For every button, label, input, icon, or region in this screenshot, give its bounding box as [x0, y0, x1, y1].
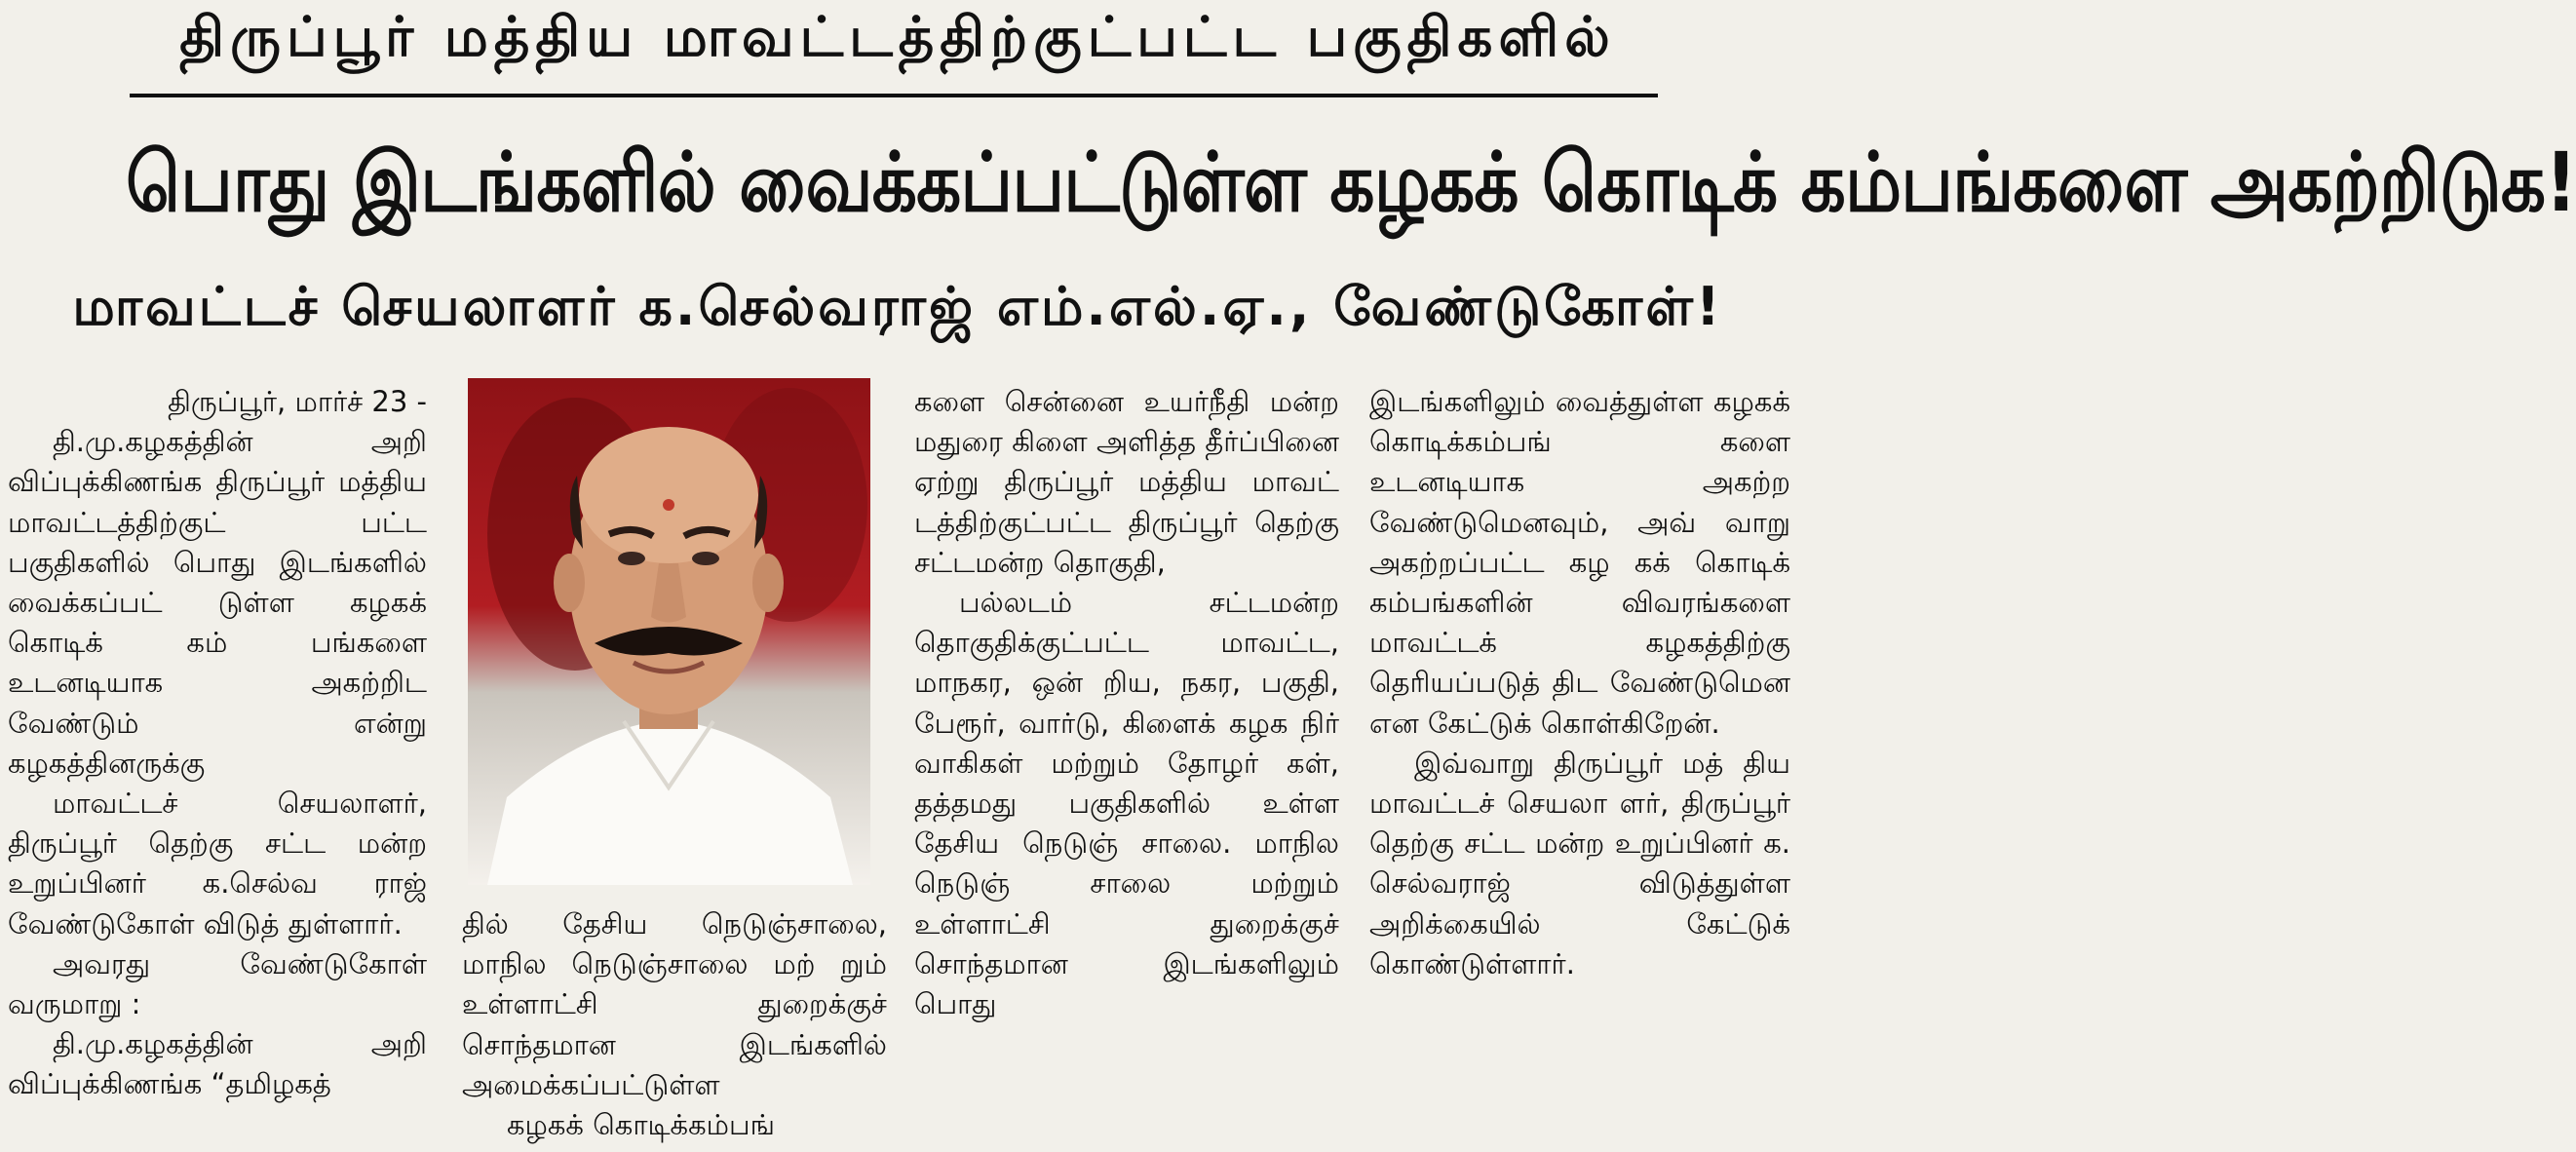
paragraph: பல்லடம் சட்டமன்ற தொகுதிக்குட்பட்ட மாவட்ட, மாநகர, ஒன் றிய, நகர, பகுதி, பேரூர், வார்டு, கிளைக் கழக நிர் வாகிகள் மற்றும் தோழர் கள், தத்தமது பகுதிகளில் உள்ள தேசிய நெடுஞ் சாலை. மாநில நெடுஞ் சாலை மற்றும் உள்ளாட்சி துறைக்குச் சொந்தமான இடங்களிலும் பொது: [914, 586, 1339, 1021]
article-column-1: [8, 382, 427, 1152]
article-column-3: [914, 382, 1339, 1152]
main-headline: பொது இடங்களில் வைக்கப்பட்டுள்ள கழகக் கொடிக் கம்பங்களை அகற்றிடுக!: [125, 134, 2576, 230]
paragraph: கழகக் கொடிக்கம்பங்: [507, 1108, 775, 1142]
article-column-2: [462, 904, 887, 1152]
dateline: திருப்பூர், மார்ச் 23 -: [168, 385, 427, 418]
paragraph: இவ்வாறு திருப்பூர் மத் திய மாவட்டச் செயலா ளர், திருப்பூர் தெற்கு சட்ட மன்ற உறுப்பினர் க. செல்வராஜ் விடுத்துள்ள அறிக்கையில் கேட்டுக் கொண்டுள்ளார்.: [1369, 746, 1790, 980]
paragraph: களை சென்னை உயர்நீதி மன்ற மதுரை கிளை அளித்த தீர்ப்பினை ஏற்று திருப்பூர் மத்திய மாவட் டத்திற்குட்பட்ட திருப்பூர் தெற்கு சட்டமன்ற தொகுதி,: [914, 385, 1339, 579]
portrait-photo: [468, 378, 870, 885]
paragraph: தில் தேசிய நெடுஞ்சாலை, மாநில நெடுஞ்சாலை மற் றும் உள்ளாட்சி துறைக்குச் சொந்தமான இடங்களில் அமைக்கப்பட்டுள்ள: [462, 907, 887, 1101]
sub-headline: மாவட்டச் செயலாளர் க.செல்வராஜ் எம்.எல்.ஏ., வேண்டுகோள்!: [72, 276, 1723, 337]
paragraph: அவரது வேண்டுகோள் வருமாறு :: [8, 946, 427, 1021]
paragraph: இடங்களிலும் வைத்துள்ள கழகக் கொடிக்கம்பங் களை உடனடியாக அகற்ற வேண்டுமெனவும், அவ் வாறு அகற்றப்பட்ட கழ கக் கொடிக் கம்பங்களின் விவரங்களை மாவட்டக் கழகத்திற்கு தெரியப்படுத் திட வேண்டுமென என கேட்டுக் கொள்கிறேன்.: [1369, 385, 1790, 740]
divider-rule: [130, 94, 1658, 97]
paragraph: தி.மு.கழகத்தின் அறி விப்புக்கிணங்க “தமிழகத்: [8, 1027, 427, 1101]
paragraph: தி.மு.கழகத்தின் அறி விப்புக்கிணங்க திருப்பூர் மத்திய மாவட்டத்திற்குட் பட்ட பகுதிகளில் பொது இடங்களில் வைக்கப்பட் டுள்ள கழகக் கொடிக் கம் பங்களை உடனடியாக அகற்றிட வேண்டும் என்று கழகத்தினருக்கு: [8, 425, 427, 780]
article-column-4: [1369, 382, 1790, 1152]
kicker-headline: திருப்பூர் மத்திய மாவட்டத்திற்குட்பட்ட பகுதிகளில்: [179, 6, 1616, 69]
paragraph: மாவட்டச் செயலாளர், திருப்பூர் தெற்கு சட்ட மன்ற உறுப்பினர் க.செல்வ ராஜ் வேண்டுகோள் விடுத் துள்ளார்.: [8, 787, 427, 941]
